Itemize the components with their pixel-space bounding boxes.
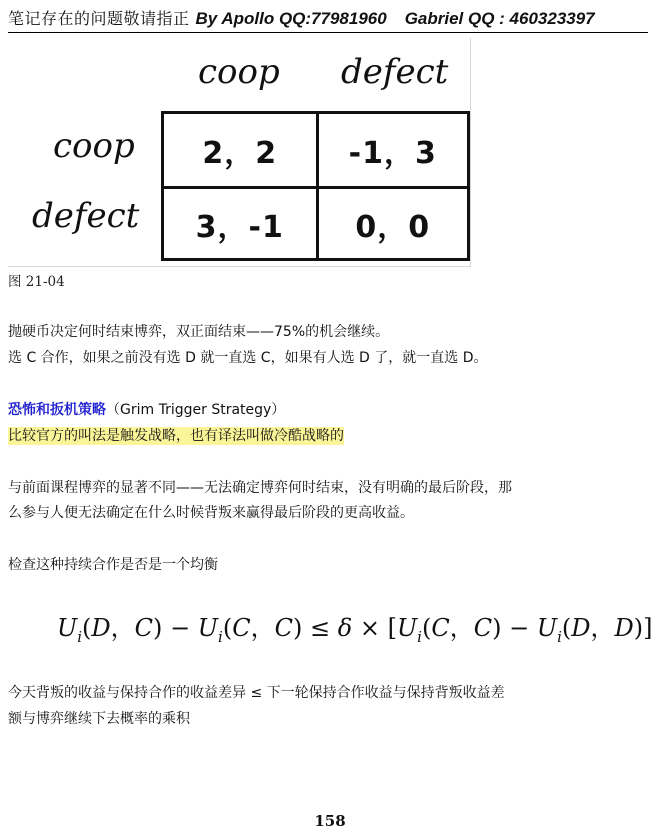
header-chinese-note: 笔记存在的问题敬请指正 — [8, 9, 190, 28]
payoff-cell-coop-coop: 2，2 — [202, 136, 278, 171]
strategy-note-line — [8, 426, 344, 446]
header-apollo-contact: By Apollo QQ:77981960 — [195, 9, 387, 28]
header-gabriel-contact: Gabriel QQ : 460323397 — [404, 9, 595, 28]
paragraph-difference-line1: 与前面课程博弈的显著不同——无法确定博弈何时结束，没有明确的最后阶段，那 — [8, 480, 512, 496]
paragraph-coin-toss: 抛硬币决定何时结束博弈，双正面结束——75%的机会继续。 — [8, 324, 390, 340]
paragraph-difference-line2: 么参与人便无法确定在什么时候背叛来赢得最后阶段的更高收益。 — [8, 505, 414, 521]
paragraph-explanation-line1: 今天背叛的收益与保持合作的收益差异 ≤ 下一轮保持合作收益与保持背叛收益差 — [8, 685, 505, 701]
col-label-defect: defect — [341, 52, 449, 92]
payoff-matrix-figure — [8, 38, 471, 267]
row-label-defect: defect — [32, 196, 140, 236]
strategy-heading — [8, 400, 285, 420]
col-label-coop: coop — [198, 52, 280, 92]
strategy-name: 恐怖和扳机策略 — [8, 402, 106, 418]
equilibrium-formula: $U_i(D$，$C) - U_i(C$，$C) \le \delta \times [U_i(C$，$C) - U_i(D$，D)] — [57, 614, 653, 646]
strategy-english-name: （Grim Trigger Strategy） — [106, 402, 286, 418]
row-label-coop: coop — [53, 126, 135, 166]
page-number: 158 — [314, 812, 346, 830]
payoff-cell-defect-coop: 3，-1 — [164, 186, 316, 258]
paragraph-equilibrium-check: 检查这种持续合作是否是一个均衡 — [8, 557, 218, 573]
payoff-cell-defect-defect: 0，0 — [316, 186, 468, 258]
paragraph-strategy-rule: 选 C 合作，如果之前没有选 D 就一直选 C，如果有人选 D 了，就一直选 D。 — [8, 350, 488, 366]
payoff-cell-coop-defect: -1，3 — [316, 114, 468, 186]
highlighted-note: 比较官方的叫法是触发战略，也有译法叫做冷酷战略的 — [8, 428, 344, 444]
paragraph-explanation-line2: 额与博弈继续下去概率的乘积 — [8, 711, 190, 727]
figure-caption: 图 21-04 — [8, 274, 65, 290]
page-header — [8, 6, 648, 33]
payoff-matrix — [161, 111, 470, 261]
